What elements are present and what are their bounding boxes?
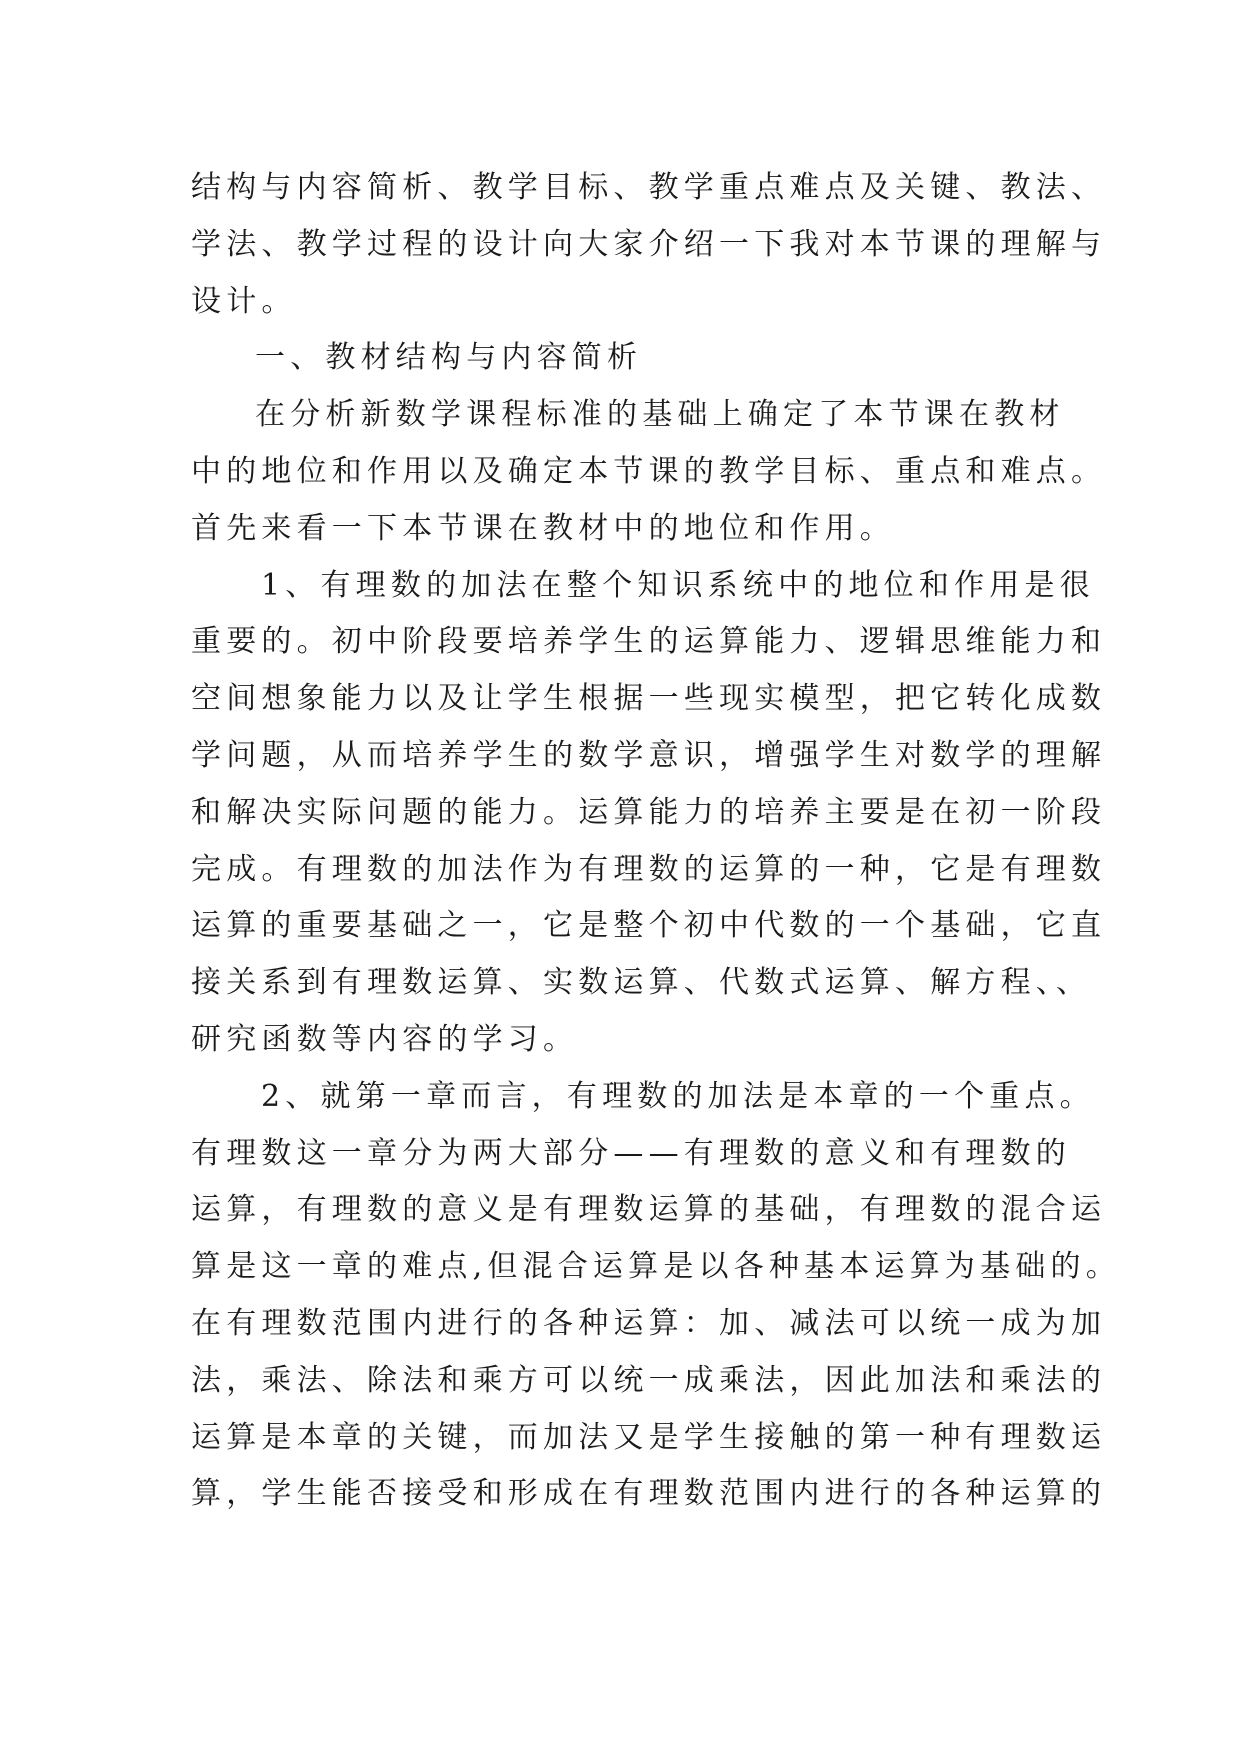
text-line: 首先来看一下本节课在教材中的地位和作用。 (191, 510, 895, 546)
text-line: 空间想象能力以及让学生根据一些现实模型，把它转化成数 (191, 681, 1107, 717)
text-line: 运算，有理数的意义是有理数运算的基础，有理数的混合运 (191, 1192, 1107, 1228)
text-line: 研究函数等内容的学习。 (191, 1021, 579, 1057)
text-line: 结构与内容简析、教学目标、教学重点难点及关键、教法、 (191, 170, 1107, 205)
text-line: 算，学生能否接受和形成在有理数范围内进行的各种运算的 (191, 1476, 1107, 1512)
text-line: 1、有理数的加法在整个知识系统中的地位和作用是很 (261, 567, 1095, 603)
text-line: 重要的。初中阶段要培养学生的运算能力、逻辑思维能力和 (191, 624, 1107, 660)
text-line: 学法、教学过程的设计向大家介绍一下我对本节课的理解与 (191, 226, 1107, 262)
text-line: 法，乘法、除法和乘方可以统一成乘法，因此加法和乘法的 (191, 1362, 1107, 1398)
text-line: 中的地位和作用以及确定本节课的教学目标、重点和难点。 (191, 453, 1107, 489)
text-line: 在分析新数学课程标准的基础上确定了本节课在教材 (255, 397, 1065, 433)
text-line: 和解决实际问题的能力。运算能力的培养主要是在初一阶段 (191, 794, 1107, 830)
text-line: 设计。 (191, 283, 297, 319)
text-line: 在有理数范围内进行的各种运算：加、减法可以统一成为加 (191, 1305, 1107, 1341)
text-line: 运算的重要基础之一，它是整个初中代数的一个基础，它直 (191, 908, 1107, 944)
text-line: 2、就第一章而言，有理数的加法是本章的一个重点。 (261, 1078, 1095, 1114)
text-line: 运算是本章的关键，而加法又是学生接触的第一种有理数运 (191, 1419, 1107, 1455)
text-line: 学问题，从而培养学生的数学意识，增强学生对数学的理解 (191, 737, 1107, 773)
text-line: 算是这一章的难点,但混合运算是以各种基本运算为基础的。 (191, 1249, 1121, 1285)
text-line: 完成。有理数的加法作为有理数的运算的一种，它是有理数 (191, 851, 1107, 887)
body-text (191, 160, 1121, 1523)
section-heading: 一、教材结构与内容简析 (255, 340, 643, 376)
text-line: 有理数这一章分为两大部分——有理数的意义和有理数的 (191, 1135, 1071, 1171)
text-line: 接关系到有理数运算、实数运算、代数式运算、解方程、、 (191, 965, 1092, 1001)
